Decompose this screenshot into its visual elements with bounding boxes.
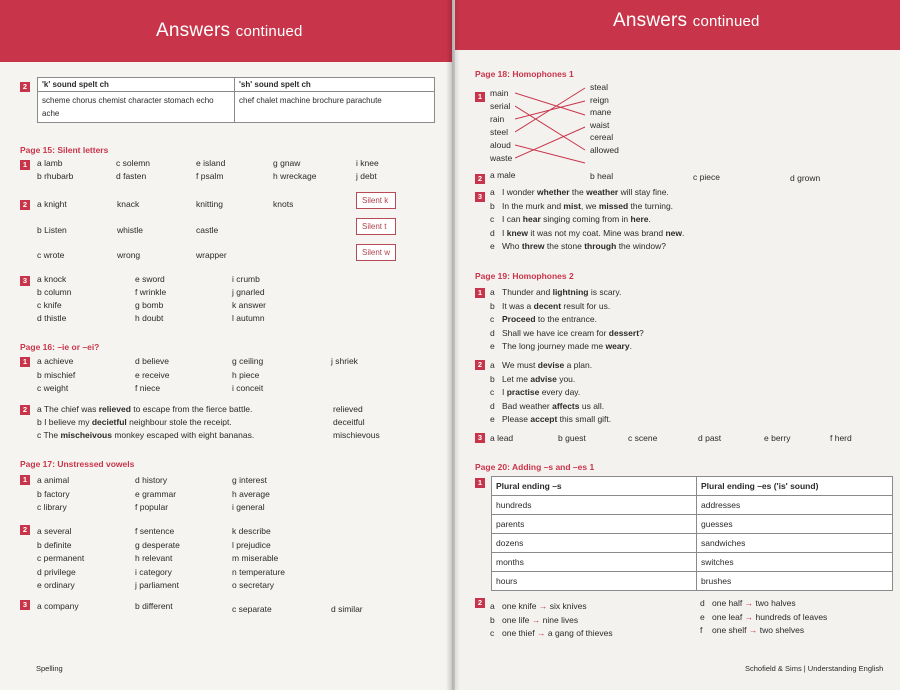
item-letter: a <box>490 601 495 611</box>
answer-word: dessert <box>608 327 640 338</box>
matching-lines <box>515 85 625 165</box>
ch-sounds-table <box>37 77 435 123</box>
answer-text: h average <box>232 488 270 499</box>
item-letter: e <box>490 341 495 351</box>
answer-text: a male <box>490 170 516 180</box>
answer-text: b Listen <box>37 224 67 235</box>
item-letter: c <box>490 387 495 397</box>
match-word-right: steal <box>590 82 608 92</box>
answer-text: h relevant <box>135 553 173 563</box>
plural-pair <box>490 628 613 638</box>
sentence-text: Let me <box>502 373 531 384</box>
section-title-p15: Page 15: Silent letters <box>20 145 109 155</box>
answer-text: i knee <box>356 158 379 168</box>
answer-text: c solemn <box>116 158 151 168</box>
answer-text: c weight <box>37 383 69 393</box>
question-number: 2 <box>475 598 485 608</box>
answer-text: c separate <box>232 604 272 614</box>
singular-word: one thief <box>502 628 535 638</box>
k-sound-words: scheme chorus chemist character stomach echo ache <box>38 92 235 123</box>
answer-text: a several <box>37 526 72 536</box>
sentence-text: the <box>569 187 587 197</box>
answer-text: wrapper <box>196 250 227 260</box>
plural-word: two halves <box>755 598 796 608</box>
sentence-text: The long journey made me <box>502 341 606 351</box>
answer-text: a achieve <box>37 356 74 366</box>
sentence-text: Bad weather <box>502 400 553 411</box>
answer-text: j parliament <box>135 580 179 590</box>
answer-text: knots <box>273 199 294 209</box>
answer-text: h piece <box>232 369 260 380</box>
item-letter: a <box>490 187 495 197</box>
answer-text: n temperature <box>232 566 285 577</box>
answer-text: d fasten <box>116 171 147 181</box>
answer-text: b factory <box>37 488 70 499</box>
sentence-text: is scary. <box>588 287 622 297</box>
answer-text: g gnaw <box>273 158 301 168</box>
answer-word: here <box>630 214 649 224</box>
right-footer: Schofield & Sims | Understanding English <box>745 664 884 673</box>
sentence-text: I can <box>502 214 523 224</box>
answer-sentence <box>490 314 597 324</box>
answer-sentence <box>490 328 644 338</box>
sentence-text: b I believe my <box>37 417 92 427</box>
plural-es-cell: brushes <box>697 572 893 591</box>
answer-text: g ceiling <box>232 356 264 366</box>
answer-text: e sword <box>135 274 165 284</box>
answer-text: c piece <box>693 172 720 182</box>
match-word-left: rain <box>490 114 505 124</box>
answer-text: d past <box>698 433 722 443</box>
plural-s-cell: months <box>492 553 697 572</box>
answer-word: missed <box>598 200 629 211</box>
sentence-text: Who <box>502 241 522 251</box>
answer-word: whether <box>536 187 570 197</box>
answer-text: l autumn <box>232 313 265 323</box>
item-letter: f <box>700 625 703 635</box>
section-title-p16: Page 16: –ie or –ei? <box>20 342 100 352</box>
answer-sentence <box>490 374 575 384</box>
answer-word: threw <box>521 241 545 251</box>
question-number: 2 <box>20 405 30 415</box>
question-number: 1 <box>475 288 485 298</box>
right-page <box>455 0 900 690</box>
item-letter: a <box>490 287 495 297</box>
answer-text: k describe <box>232 526 271 536</box>
question-number: 3 <box>475 192 485 202</box>
sh-sound-header: 'sh' sound spelt ch <box>235 78 435 92</box>
sentence-text: to the entrance. <box>535 314 597 324</box>
answer-sentence <box>490 414 611 424</box>
sentence-text: , we <box>580 200 599 211</box>
answer-word: decent <box>533 300 562 311</box>
answer-word: through <box>584 241 617 251</box>
match-word-right: allowed <box>590 144 619 155</box>
plural-endings-table <box>491 476 893 591</box>
answer-text: b rhubarb <box>37 171 74 181</box>
answer-text: g desperate <box>135 539 180 550</box>
item-letter: b <box>490 200 495 211</box>
item-letter: d <box>490 227 495 238</box>
sentence-text: In the murk and <box>502 200 564 211</box>
question-number: 3 <box>475 433 485 443</box>
arrow-icon: → <box>534 628 548 638</box>
answer-text: e berry <box>764 433 791 443</box>
sentence-text: you. <box>556 373 576 384</box>
answer-text: a knight <box>37 199 67 209</box>
plural-es-header: Plural ending –es ('is' sound) <box>697 477 893 496</box>
sentence-text: to escape from the fierce battle. <box>130 404 253 414</box>
singular-word: one leaf <box>712 611 743 622</box>
answer-sentence <box>490 228 684 238</box>
answer-sentence <box>490 387 580 397</box>
answer-sentence <box>490 187 669 197</box>
sentence-text: c The <box>37 430 61 440</box>
item-letter: c <box>490 214 495 224</box>
answer-text: knitting <box>196 199 223 209</box>
answer-text: castle <box>196 224 219 235</box>
sentence-text: this small gift. <box>557 414 612 424</box>
left-header-band <box>0 0 452 62</box>
item-letter: c <box>490 628 495 638</box>
answer-text: k answer <box>232 300 267 310</box>
answer-word: weather <box>586 187 619 197</box>
answer-text: i category <box>135 566 172 577</box>
question-number: 2 <box>20 200 30 210</box>
singular-word: one knife <box>502 601 537 611</box>
sentence-text: the window? <box>616 241 666 251</box>
question-number: 1 <box>475 92 485 102</box>
item-letter: b <box>490 373 495 384</box>
answer-sentence <box>37 404 252 414</box>
answer-text: b definite <box>37 539 72 550</box>
match-word-left: serial <box>490 101 511 111</box>
answer-sentence <box>490 201 673 211</box>
answer-sentence <box>490 401 604 411</box>
match-word-left: steel <box>490 127 508 137</box>
answer-text: g bomb <box>135 300 164 310</box>
plural-s-cell: dozens <box>492 534 697 553</box>
question-number: 2 <box>20 82 30 92</box>
sentence-text: the stone <box>544 241 585 251</box>
answer-text: e island <box>196 158 226 168</box>
answer-text: whistle <box>117 224 143 235</box>
sentence-text: a The chief was <box>37 404 99 414</box>
question-number: 1 <box>20 160 30 170</box>
match-word-left: waste <box>490 153 513 163</box>
answer-sentence <box>490 287 621 297</box>
answer-text: a company <box>37 601 79 611</box>
right-header-title: Answers continued <box>613 10 760 31</box>
question-number: 1 <box>20 475 30 485</box>
answer-text: b heal <box>590 171 614 181</box>
answer-text: f popular <box>135 502 169 512</box>
plural-word: two shelves <box>759 625 805 635</box>
silent-w-box: Silent w <box>356 244 396 261</box>
section-title-p19: Page 19: Homophones 2 <box>475 271 574 281</box>
plural-es-cell: switches <box>697 553 893 572</box>
match-word-left: main <box>490 88 509 98</box>
answer-text: d grown <box>790 173 821 183</box>
answer-text: g interest <box>232 475 267 485</box>
sentence-text: neighbour stole the receipt. <box>126 417 232 427</box>
k-sound-header: 'k' sound spelt ch <box>38 78 235 92</box>
item-letter: b <box>490 300 495 311</box>
match-line <box>515 88 585 132</box>
item-letter: d <box>490 400 495 411</box>
answer-text: c knife <box>37 300 62 310</box>
match-word-right: reign <box>590 94 609 105</box>
plural-es-cell: guesses <box>697 515 893 534</box>
plural-word: six knives <box>549 601 587 611</box>
match-line <box>515 145 585 163</box>
item-letter: d <box>490 327 495 338</box>
answer-word: new <box>665 227 683 238</box>
answer-word: mist <box>563 200 581 211</box>
match-line <box>515 106 585 150</box>
match-word-right: cereal <box>590 132 614 142</box>
answer-word: devise <box>537 360 565 370</box>
item-letter: d <box>700 598 705 608</box>
sh-sound-words: chef chalet machine brochure parachute <box>235 92 435 123</box>
answer-text: b mischief <box>37 369 76 380</box>
silent-t-box: Silent t <box>356 218 396 235</box>
sentence-text: singing coming from in <box>540 214 631 224</box>
section-title-p20: Page 20: Adding –s and –es 1 <box>475 462 595 472</box>
answer-text: a knock <box>37 274 67 284</box>
sentence-text: Shall we have ice cream for <box>502 327 609 338</box>
sentence-text: monkey escaped with eight bananas. <box>111 430 255 440</box>
answer-text: c permanent <box>37 553 85 563</box>
plural-word: a gang of thieves <box>547 628 613 638</box>
answer-text: wrong <box>117 250 141 260</box>
answer-word: weary <box>605 341 630 351</box>
item-letter: e <box>700 611 705 622</box>
question-number: 2 <box>475 174 485 184</box>
sentence-text: ? <box>639 327 644 338</box>
answer-word: affects <box>552 400 580 411</box>
answer-text: e receive <box>135 369 170 380</box>
answer-text: c library <box>37 502 67 512</box>
answer-text: e ordinary <box>37 580 75 590</box>
answer-text: j gnarled <box>232 287 265 297</box>
singular-word: one shelf <box>712 625 747 635</box>
arrow-icon: → <box>742 611 756 622</box>
misspelt-word: decietful <box>91 417 127 427</box>
answer-text: i crumb <box>232 274 260 284</box>
answer-text: knack <box>117 199 140 209</box>
question-number: 2 <box>475 360 485 370</box>
match-word-right: waist <box>590 119 610 130</box>
sentence-text: . <box>682 227 685 238</box>
answer-text: h wreckage <box>273 171 317 181</box>
plural-s-cell: hundreds <box>492 496 697 515</box>
answer-text: d believe <box>135 356 170 366</box>
plural-pair <box>490 601 587 611</box>
sentence-text: it was not my coat. Mine was brand <box>528 227 666 238</box>
answer-sentence <box>490 214 651 224</box>
sentence-text: a plan. <box>564 360 593 370</box>
item-letter: e <box>490 241 495 251</box>
sentence-text: Please <box>502 414 531 424</box>
match-word-right: mane <box>590 107 612 117</box>
sentence-text: the turning. <box>628 200 674 211</box>
answer-text: i conceit <box>232 383 264 393</box>
corrected-word: deceitful <box>333 417 365 427</box>
answer-text: f niece <box>135 383 161 393</box>
answer-sentence <box>37 430 254 440</box>
answer-text: c wrote <box>37 250 65 260</box>
answer-sentence <box>490 341 632 351</box>
answer-text: f sentence <box>135 526 175 536</box>
singular-word: one life <box>502 614 530 625</box>
match-line <box>515 127 585 158</box>
answer-text: e grammar <box>135 488 177 499</box>
answer-word: accept <box>530 414 558 424</box>
sentence-text: will stay fine. <box>618 187 669 197</box>
answer-text: a lamb <box>37 158 63 168</box>
item-letter: e <box>490 414 495 424</box>
plural-pair <box>700 625 804 635</box>
question-number: 3 <box>20 276 30 286</box>
plural-es-cell: addresses <box>697 496 893 515</box>
plural-word: hundreds of leaves <box>755 611 828 622</box>
plural-es-cell: sandwiches <box>697 534 893 553</box>
answer-text: d similar <box>331 604 363 614</box>
item-letter: c <box>490 314 495 324</box>
answer-text: h doubt <box>135 313 164 323</box>
arrow-icon: → <box>536 601 550 611</box>
section-title-p17: Page 17: Unstressed vowels <box>20 459 135 469</box>
sentence-text: . <box>648 214 651 224</box>
answer-word: Proceed <box>502 314 536 324</box>
sentence-text: . <box>629 341 632 351</box>
sentence-text: I <box>502 227 507 238</box>
answer-text: f wrinkle <box>135 287 167 297</box>
singular-word: one half <box>712 598 743 608</box>
answer-word: hear <box>522 214 541 224</box>
sentence-text: us all. <box>579 400 605 411</box>
answer-word: practise <box>506 387 540 397</box>
answer-text: j debt <box>356 171 377 181</box>
answer-text: a lead <box>490 433 514 443</box>
answer-sentence <box>490 241 666 251</box>
sentence-text: It was a <box>502 300 534 311</box>
answer-text: j shriek <box>331 356 358 366</box>
book-gutter-shadow <box>446 0 460 690</box>
question-number: 3 <box>20 600 30 610</box>
misspelt-word: mischeivous <box>60 430 112 440</box>
arrow-icon: → <box>742 598 756 608</box>
answer-sentence <box>490 360 592 370</box>
misspelt-word: relieved <box>98 404 131 414</box>
sentence-text: result for us. <box>561 300 611 311</box>
silent-k-box: Silent k <box>356 192 396 209</box>
answer-text: d thistle <box>37 313 67 323</box>
answer-text: b column <box>37 287 72 297</box>
sentence-text: every day. <box>539 387 581 397</box>
arrow-icon: → <box>746 625 760 635</box>
sentence-text: Thunder and <box>502 287 553 297</box>
plural-pair <box>700 612 827 622</box>
corrected-word: mischievous <box>333 430 380 440</box>
answer-text: i general <box>232 502 265 512</box>
answer-text: a animal <box>37 475 70 485</box>
question-number: 1 <box>475 478 485 488</box>
answer-text: b guest <box>558 433 586 443</box>
answer-text: f herd <box>830 433 852 443</box>
arrow-icon: → <box>529 614 543 625</box>
corrected-word: relieved <box>333 404 363 414</box>
sentence-text: I <box>502 387 507 397</box>
plural-s-cell: hours <box>492 572 697 591</box>
plural-word: nine lives <box>542 614 579 625</box>
answer-text: l prejudice <box>232 539 271 550</box>
question-number: 2 <box>20 525 30 535</box>
section-title-p18: Page 18: Homophones 1 <box>475 69 574 79</box>
question-number: 1 <box>20 357 30 367</box>
sentence-text: I wonder <box>502 187 537 197</box>
answer-word: advise <box>530 373 557 384</box>
sentence-text: We must <box>502 360 538 370</box>
item-letter: b <box>490 614 495 625</box>
answer-word: knew <box>506 227 528 238</box>
plural-s-cell: parents <box>492 515 697 534</box>
answer-text: b different <box>135 601 173 611</box>
plural-pair <box>700 598 796 608</box>
answer-text: d privilege <box>37 566 76 577</box>
plural-pair <box>490 615 578 625</box>
right-header-band <box>455 0 900 50</box>
match-word-left: aloud <box>490 140 511 150</box>
plural-s-header: Plural ending –s <box>492 477 697 496</box>
answer-text: m miserable <box>232 553 279 563</box>
answer-text: o secretary <box>232 580 275 590</box>
left-header-title: Answers continued <box>156 20 303 41</box>
answer-sentence <box>490 301 610 311</box>
answer-text: f psalm <box>196 171 224 181</box>
answer-text: d history <box>135 475 168 485</box>
left-footer: Spelling <box>36 664 63 673</box>
answer-word: lightning <box>552 287 589 297</box>
answer-text: c scene <box>628 433 658 443</box>
answer-sentence <box>37 417 232 427</box>
item-letter: a <box>490 360 495 370</box>
